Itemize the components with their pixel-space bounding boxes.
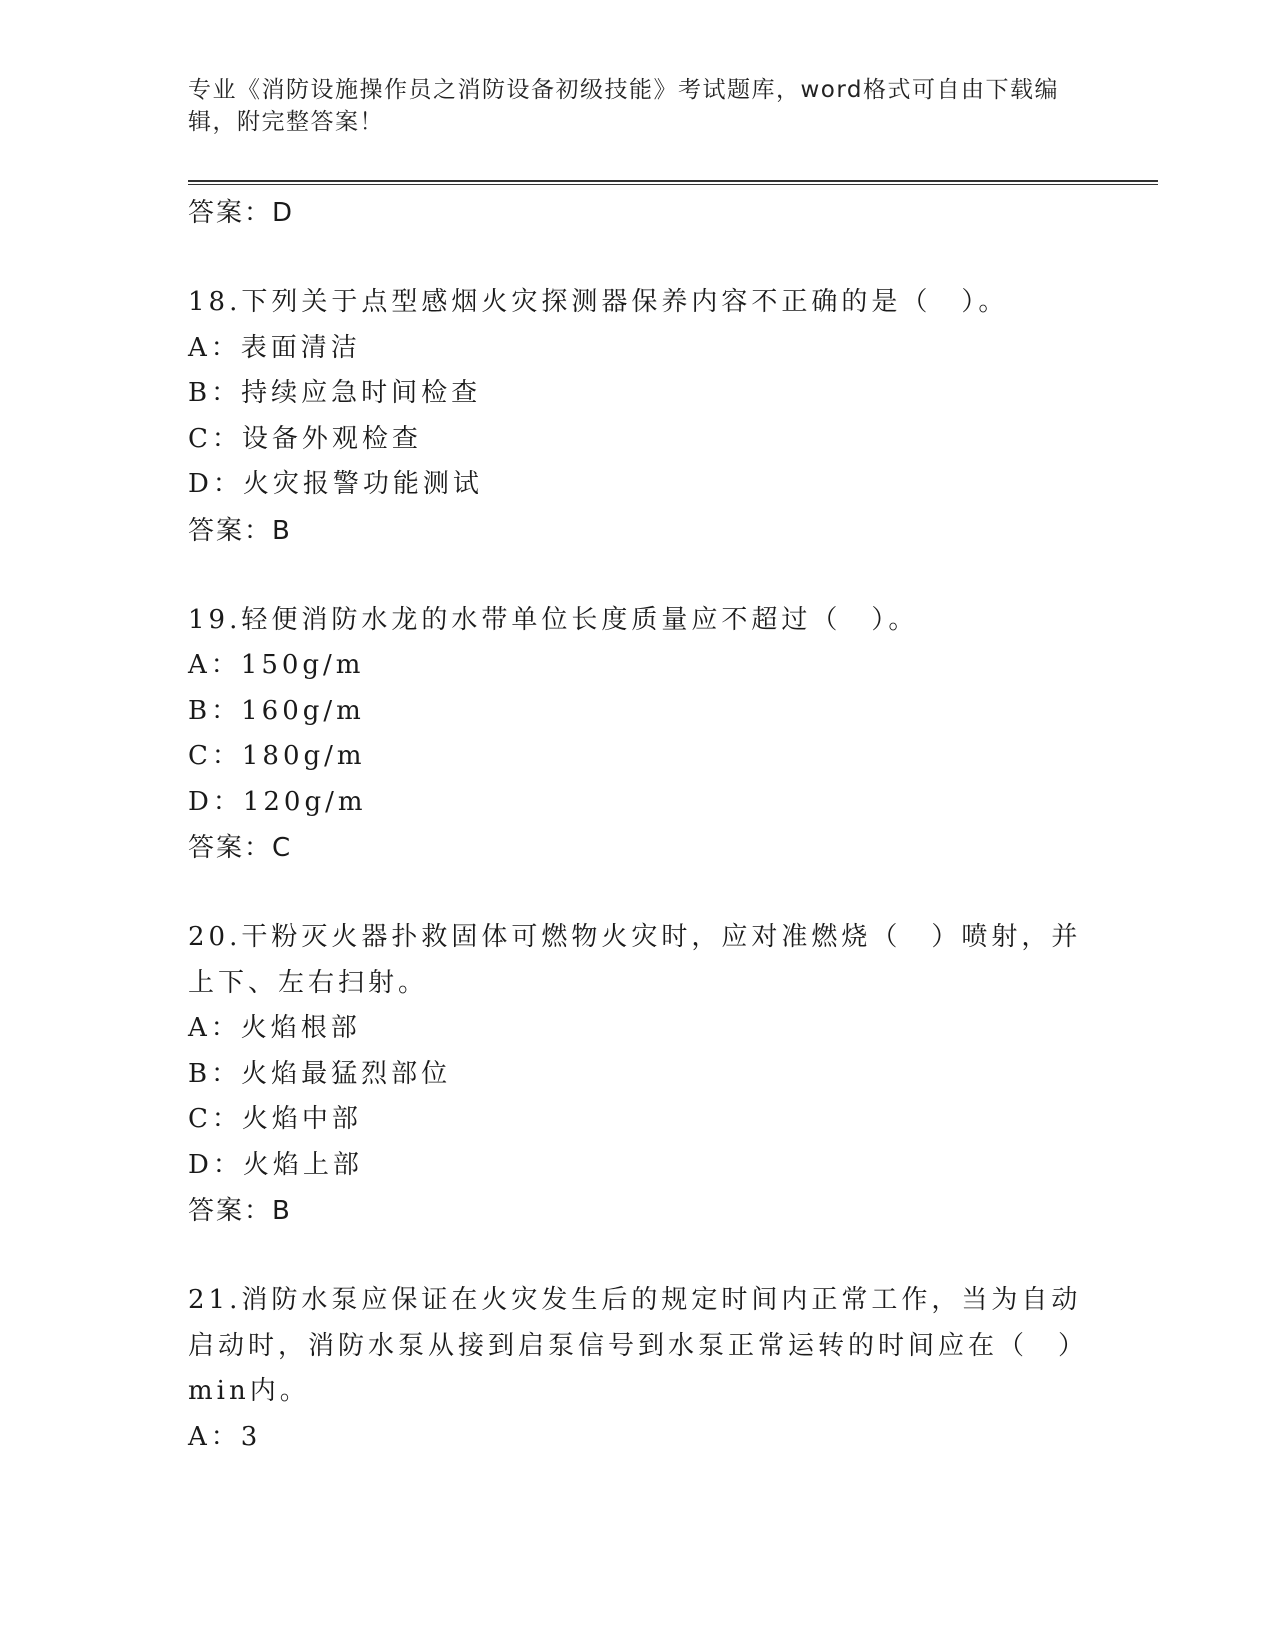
question-block — [188, 1278, 1088, 1460]
question-block — [188, 598, 1088, 872]
option-c: C：180g/m — [188, 741, 366, 771]
answer-line: 答案：B — [188, 515, 292, 546]
option-d: D：120g/m — [188, 786, 367, 817]
header-divider — [188, 180, 1158, 185]
option-a: A：表面清洁 — [188, 332, 361, 363]
question-list — [188, 190, 1088, 1460]
option-a: A：150g/m — [188, 650, 365, 680]
option-d: D：火焰上部 — [188, 1149, 363, 1180]
answer-line: 答案：D — [188, 198, 295, 228]
question-text: 19.轻便消防水龙的水带单位长度质量应不超过（ ）。 — [188, 604, 919, 635]
option-c: C：火焰中部 — [188, 1104, 362, 1134]
option-b: B：火焰最猛烈部位 — [188, 1058, 452, 1089]
option-c: C：设备外观检查 — [188, 423, 422, 454]
question-text: 20.干粉灭火器扑救固体可燃物火灾时，应对准燃烧（ ）喷射，并上下、左右扫射。 — [188, 922, 1082, 998]
answer-line: 答案：B — [188, 1196, 292, 1226]
option-b: B：160g/m — [188, 695, 365, 726]
question-block — [188, 280, 1088, 554]
answer-line: 答案：C — [188, 833, 293, 863]
option-b: B：持续应急时间检查 — [188, 378, 482, 408]
option-d: D：火灾报警功能测试 — [188, 469, 483, 499]
question-text: 21.消防水泵应保证在火灾发生后的规定时间内正常工作，当为自动启动时，消防水泵从接到启泵信号到水泵正常运转的时间应在（ ）min内。 — [188, 1285, 1089, 1406]
question-block — [188, 915, 1088, 1234]
question-text: 18.下列关于点型感烟火灾探测器保养内容不正确的是（ ）。 — [188, 287, 1009, 317]
document-header: 专业《消防设施操作员之消防设备初级技能》考试题库，word格式可自由下载编辑，附完整答案！ — [188, 77, 1060, 135]
option-a: A：火焰根部 — [188, 1013, 361, 1043]
option-a: A：3 — [188, 1421, 262, 1452]
